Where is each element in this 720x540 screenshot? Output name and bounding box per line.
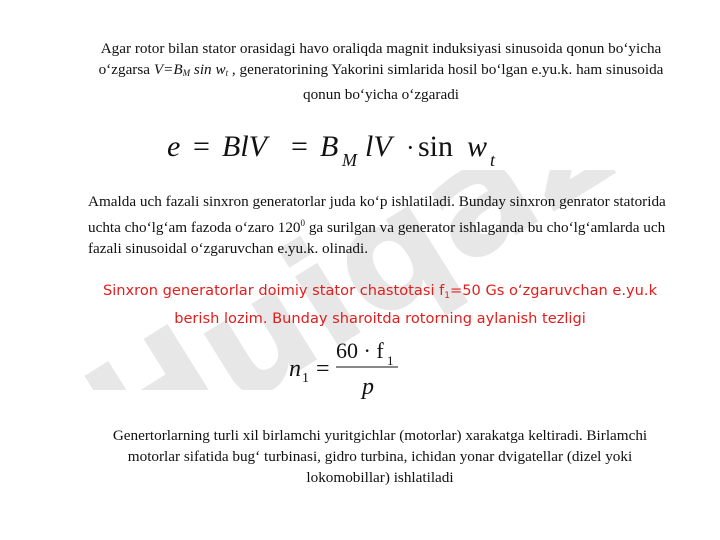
para1-text-b: , generatorining Yakorini simlarida hosil bo‘lgan e.yu.k. ham sinusoida qonun bo‘yicha o‘zgaradi xyxy=(228,61,664,103)
formula2-n: n xyxy=(289,356,301,382)
speed-formula xyxy=(286,336,406,406)
formula1-lhs: e xyxy=(167,130,181,163)
formula2-denominator: p xyxy=(362,374,374,400)
para1-text-a: Agar rotor bilan stator orasidagi havo oraliqda magnit induksiyasi sinusoida qonun bo‘yicha o‘zgarsa xyxy=(98,40,662,78)
para2-text-b: ga surilgan va generator ishlaganda bu cho‘lg‘amlarda uch fazali sinusoidal o‘zgaruvchan e.yu.k. olinadi. xyxy=(88,218,666,257)
formula2-eq: = xyxy=(316,356,330,382)
formula1-w: w xyxy=(467,130,488,163)
emf-formula xyxy=(160,122,580,174)
paragraph-prime-movers: Genertorlarning turli xil birlamchi yuritgichlar (motorlar) xarakatga keltiradi. Birlamchi motorlar sifatida bug‘ turbinasi, gidro turbina, ichidan yonar dvigatellar (dizel yoki lokomobillar) ishlatiladi xyxy=(112,427,648,486)
para2-text-a: Amalda uch fazali sinxron generatorlar juda ko‘p ishlatiladi. Bunday sinxron genrator statorida uchta cho‘lg‘am fazoda o‘zaro 120 xyxy=(88,193,666,236)
formula1-blv: BlV xyxy=(222,130,267,163)
formula1-b: B xyxy=(320,130,339,163)
paragraph-frequency xyxy=(80,280,680,330)
paragraph-three-phase xyxy=(88,191,688,260)
para3-text-b: =50 Gs o‘zgaruvchan e.yu.k berish lozim. Bunday sharoitda rotorning aylanish tezligi xyxy=(174,282,658,327)
paragraph-intro xyxy=(90,38,672,105)
formula2-numerator: 60 · f xyxy=(336,338,384,363)
formula1-w-sub: t xyxy=(490,150,496,170)
formula2-n-sub: 1 xyxy=(302,371,309,386)
formula1-lv: lV xyxy=(365,130,392,163)
formula2-num-sub: 1 xyxy=(387,353,394,368)
para1-formula: $V=B_M$ $\sin w_t$ xyxy=(153,61,229,78)
para3-sub: 1 xyxy=(444,291,451,301)
formula1-b-sub: M xyxy=(342,150,357,170)
para2-degree: 0 xyxy=(300,217,306,228)
formula1-dot: · xyxy=(406,133,415,162)
formula1-eq1: = xyxy=(193,130,210,163)
formula1-eq2: = xyxy=(291,130,308,163)
para3-text-a: Sinxron generatorlar doimiy stator chastotasi f xyxy=(102,282,445,299)
formula1-sin: sin xyxy=(418,130,454,163)
